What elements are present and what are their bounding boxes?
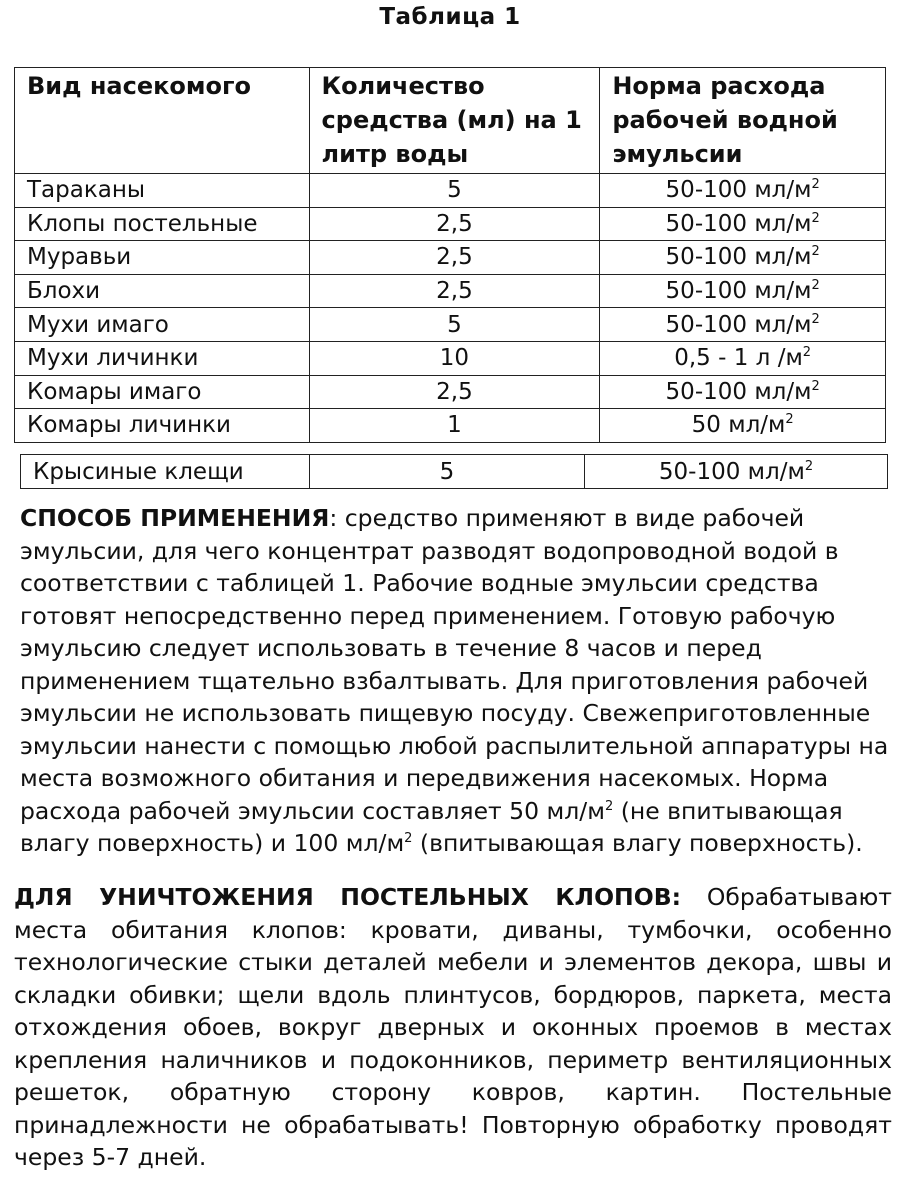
- amount-cell: 2,5: [309, 207, 600, 241]
- bedbugs-text: Обрабатывают места обитания клопов: кровати, диваны, тумбочки, особенно технологические стыки деталей мебели и элементов декора, швы и складки обивки; щели вдоль плинтусов, бордюров, паркета, места отхождения обоев, вокруг дверных и оконных проемов в местах крепления наличников и подоконников, периметр вентиляционных решеток, обратную сторону ковров, картин. Постельные принадлежности не обрабатывать! Повторную обработку проводят через 5-7 дней.: [14, 883, 892, 1171]
- norm-value: 0,5 - 1 л /м: [674, 345, 803, 372]
- norm-exponent: 2: [811, 278, 820, 294]
- norm-value: 50-100 мл/м: [665, 278, 812, 305]
- amount-cell: 5: [309, 174, 600, 208]
- extra-row-table: [20, 454, 888, 489]
- norm-cell: [600, 274, 886, 308]
- table-row: [21, 455, 888, 489]
- insect-cell: Мухи личинки: [15, 341, 310, 375]
- method-text-after: (впитывающая влагу поверхность).: [412, 829, 863, 857]
- header-amount: Количество средства (мл) на 1 литр воды: [309, 68, 600, 174]
- method-text-middle: (не впитывающая влагу поверхность) и 100 мл/м: [20, 796, 843, 857]
- norm-value: 50-100 мл/м: [665, 311, 812, 338]
- insect-cell: Тараканы: [15, 174, 310, 208]
- header-insect-type: Вид насекомого: [15, 68, 310, 174]
- norm-exponent: 2: [811, 311, 820, 327]
- table-row: [15, 241, 886, 275]
- norm-value: 50-100 мл/м: [665, 378, 812, 405]
- norm-exponent: 2: [785, 412, 794, 428]
- amount-cell: 2,5: [309, 375, 600, 409]
- method-exponent-1: 2: [604, 798, 614, 814]
- table-row: [15, 375, 886, 409]
- norm-exponent: 2: [811, 378, 820, 394]
- norm-value: 50-100 мл/м: [658, 458, 805, 485]
- norm-exponent: 2: [802, 345, 812, 361]
- dosage-table: [14, 67, 886, 443]
- header-consumption-norm: Норма расхода рабочей водной эмульсии: [600, 68, 886, 174]
- table-title: Таблица 1: [379, 4, 521, 30]
- table-header-row: [15, 68, 886, 174]
- amount-cell: 2,5: [309, 241, 600, 275]
- table-row: [15, 207, 886, 241]
- bedbugs-paragraph: [14, 881, 892, 1174]
- insect-cell: Мухи имаго: [15, 308, 310, 342]
- insect-cell: Блохи: [15, 274, 310, 308]
- norm-cell: [600, 241, 886, 275]
- norm-value: 50-100 мл/м: [665, 244, 812, 271]
- insect-cell: Муравьи: [15, 241, 310, 275]
- amount-cell: 5: [310, 455, 585, 489]
- norm-value: 50-100 мл/м: [665, 177, 812, 204]
- method-text-before: : средство применяют в виде рабочей эмульсии, для чего концентрат разводят водопроводной водой в соответствии с таблицей 1. Рабочие водные эмульсии средства готовят непосредственно перед применением. Готовую рабочую эмульсию следует использовать в течение 8 часов и перед применением тщательно взбалтывать. Для приготовления рабочей эмульсии не использовать пищевую посуду. Свежеприготовленные эмульсии нанести с помощью любой распылительной аппаратуры на места возможного обитания и передвижения насекомых. Норма расхода рабочей эмульсии составляет 50 мл/м: [20, 504, 889, 825]
- norm-cell: [600, 375, 886, 409]
- table-row: [15, 409, 886, 443]
- norm-exponent: 2: [804, 458, 814, 474]
- table-body: [15, 174, 886, 443]
- amount-cell: 2,5: [309, 274, 600, 308]
- insect-cell: Комары имаго: [15, 375, 310, 409]
- table-row: [15, 274, 886, 308]
- amount-cell: 5: [309, 308, 600, 342]
- norm-cell: [600, 207, 886, 241]
- amount-cell: 1: [309, 409, 600, 443]
- norm-exponent: 2: [811, 210, 820, 226]
- application-method-paragraph: [20, 502, 890, 860]
- table-row: [15, 308, 886, 342]
- norm-value: 50 мл/м: [691, 412, 786, 439]
- table-row: [15, 174, 886, 208]
- norm-exponent: 2: [811, 177, 820, 193]
- norm-cell: [585, 455, 888, 489]
- norm-value: 50-100 мл/м: [665, 210, 812, 237]
- bedbugs-heading: ДЛЯ УНИЧТОЖЕНИЯ ПОСТЕЛЬНЫХ КЛОПОВ:: [14, 883, 682, 911]
- insect-cell: Крысиные клещи: [21, 455, 310, 489]
- norm-cell: [600, 341, 886, 375]
- method-exponent-2: 2: [404, 831, 413, 846]
- norm-cell: [600, 174, 886, 208]
- norm-cell: [600, 409, 886, 443]
- insect-cell: Клопы постельные: [15, 207, 310, 241]
- norm-exponent: 2: [811, 244, 820, 260]
- application-method-heading: СПОСОБ ПРИМЕНЕНИЯ: [20, 504, 330, 532]
- insect-cell: Комары личинки: [15, 409, 310, 443]
- amount-cell: 10: [309, 341, 600, 375]
- norm-cell: [600, 308, 886, 342]
- table-row: [15, 341, 886, 375]
